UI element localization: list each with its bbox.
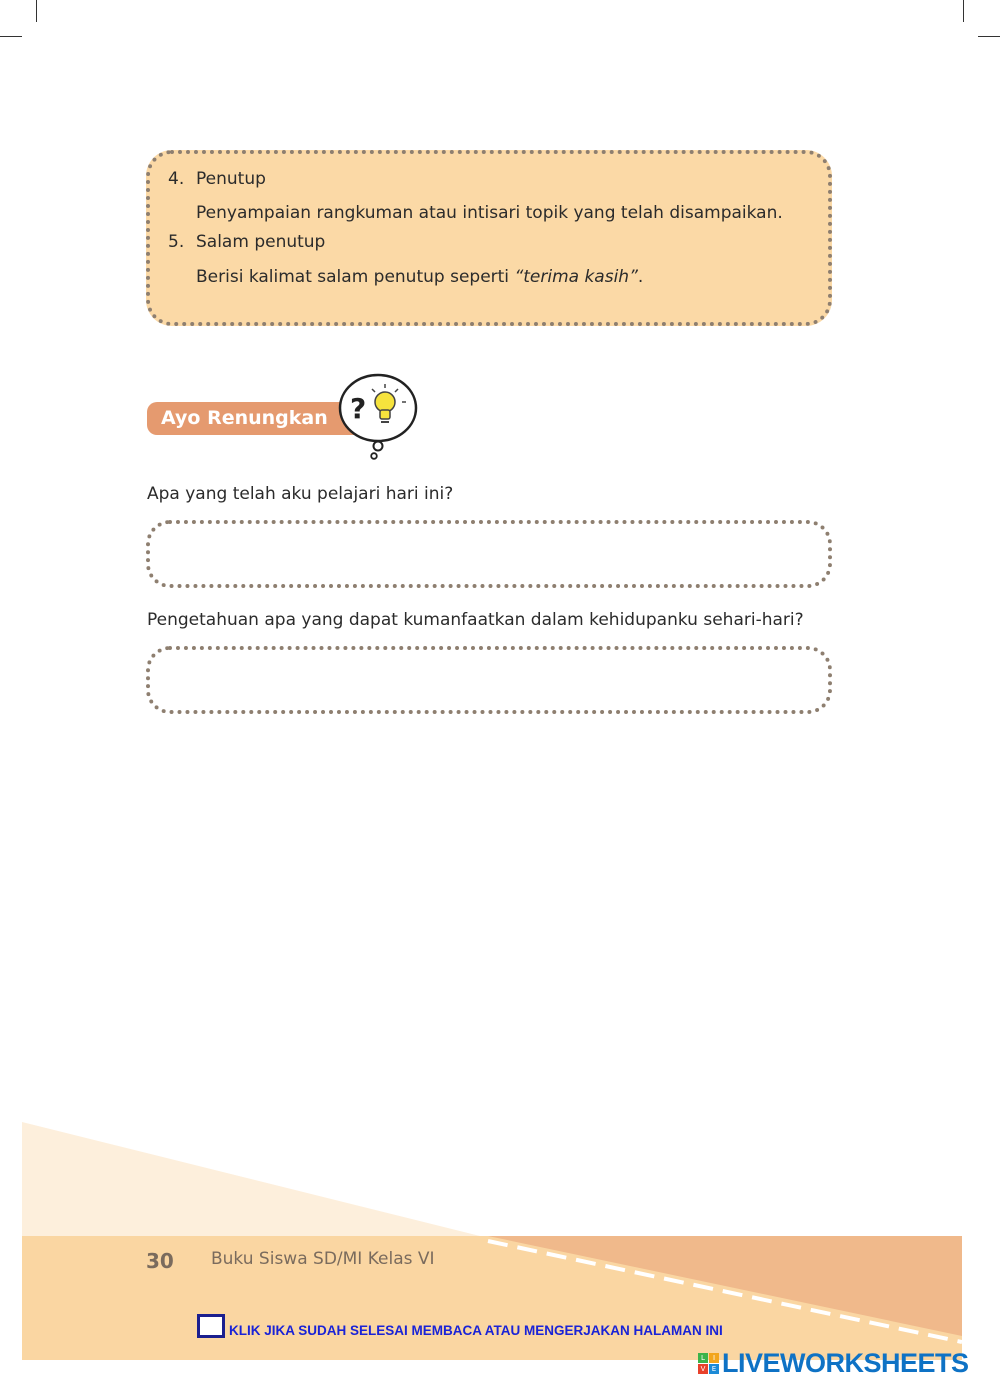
item-title: Salam penutup (196, 232, 326, 252)
question-text: Apa yang telah aku pelajari hari ini? (147, 484, 454, 504)
page-number: 30 (146, 1249, 174, 1273)
svg-text:?: ? (350, 392, 367, 425)
thought-bubble-lightbulb-icon (336, 372, 420, 462)
crop-mark (0, 36, 22, 37)
done-checkbox-label[interactable]: KLIK JIKA SUDAH SELESAI MEMBACA ATAU MENGERJAKAN HALAMAN INI (229, 1323, 723, 1338)
quote-text: “terima kasih” (514, 267, 638, 287)
item-title: Penutup (196, 169, 266, 189)
logo-text: LIVEWORKSHEETS (722, 1347, 969, 1378)
done-checkbox[interactable] (197, 1314, 225, 1338)
section-heading: Ayo Renungkan (147, 402, 357, 435)
liveworksheets-logo (698, 1346, 969, 1380)
answer-field[interactable] (146, 646, 832, 714)
logo-squares: L I V E (698, 1353, 719, 1374)
question-text: Pengetahuan apa yang dapat kumanfaatkan dalam kehidupanku sehari-hari? (147, 610, 804, 630)
crop-mark (36, 0, 37, 22)
crop-mark (963, 0, 964, 22)
crop-mark (978, 36, 1000, 37)
item-number: 4. (168, 169, 185, 189)
book-title: Buku Siswa SD/MI Kelas VI (211, 1249, 435, 1269)
item-number: 5. (168, 232, 185, 252)
answer-field[interactable] (146, 520, 832, 588)
closing-info-box: 4. Penutup Penyampaian rangkuman atau intisari topik yang telah disampaikan. 5. Salam penutup Berisi kalimat salam penutup seperti “terima kasih”. (146, 150, 832, 326)
